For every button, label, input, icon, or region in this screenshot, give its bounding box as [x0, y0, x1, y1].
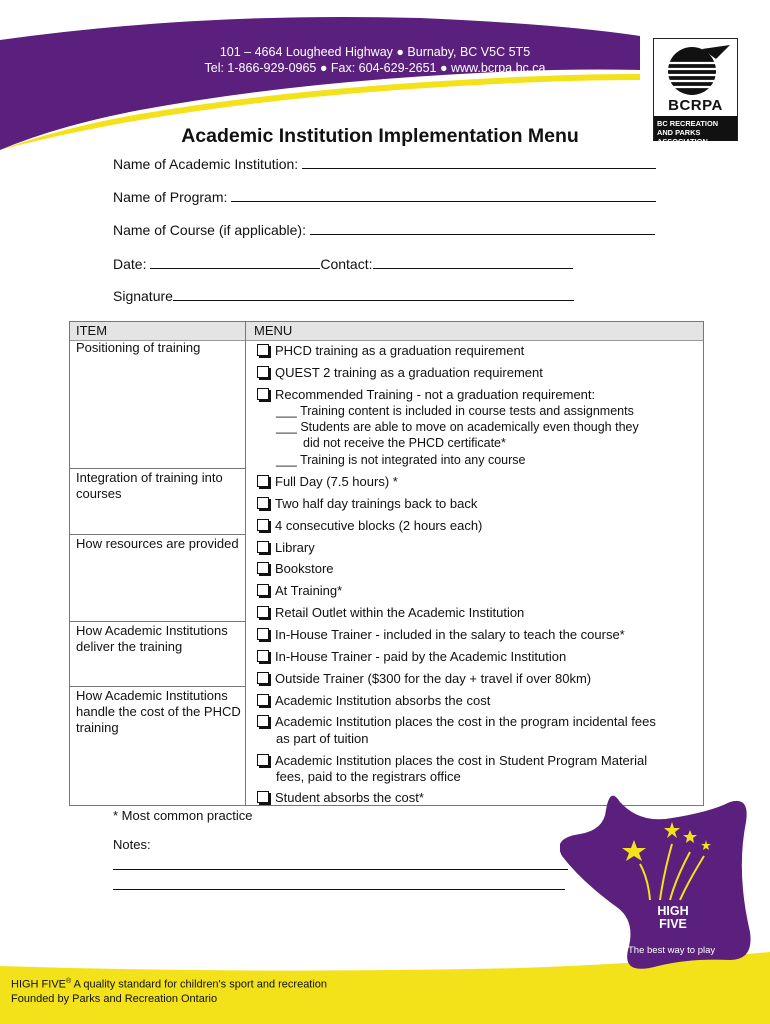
- footer-line2: Founded by Parks and Recreation Ontario: [11, 992, 218, 1005]
- option-institution-absorbs[interactable]: [257, 693, 490, 709]
- checkbox[interactable]: [257, 475, 269, 487]
- option-inhouse-paid[interactable]: [257, 649, 566, 665]
- item-cost: How Academic Institutions handle the cost of the PHCD training: [76, 688, 241, 735]
- checkbox[interactable]: [257, 754, 269, 766]
- column-header-item: ITEM: [76, 323, 108, 338]
- institution-input-line[interactable]: [302, 157, 656, 169]
- bcrpa-emblem-icon: [658, 43, 733, 97]
- option-label: Bookstore: [275, 561, 334, 576]
- table-header-row: [70, 322, 703, 341]
- contact-label: Contact:: [320, 256, 373, 272]
- checkbox[interactable]: [257, 584, 269, 596]
- option-label: Academic Institution places the cost in Student Program Material: [275, 753, 648, 768]
- column-divider: [245, 322, 246, 805]
- option-label: In-House Trainer - included in the salary to teach the course*: [275, 627, 625, 642]
- checkbox[interactable]: [257, 672, 269, 684]
- checkbox[interactable]: [257, 388, 269, 400]
- footer-brand: HIGH FIVE: [11, 978, 67, 991]
- checkbox[interactable]: [257, 344, 269, 356]
- checkbox[interactable]: [257, 791, 269, 803]
- option-label: Academic Institution absorbs the cost: [275, 693, 491, 708]
- option-retail-outlet[interactable]: [257, 605, 524, 621]
- signature-field: [113, 288, 574, 304]
- suboption-course-tests: ___ Training content is included in course tests and assignments: [276, 404, 634, 418]
- option-label: Recommended Training - not a graduation requirement:: [275, 387, 596, 402]
- checkbox[interactable]: [257, 497, 269, 509]
- option-label: Academic Institution places the cost in the program incidental fees: [275, 714, 656, 729]
- footnote: * Most common practice: [113, 808, 253, 823]
- item-resources: How resources are provided: [76, 536, 239, 551]
- institution-field: [113, 156, 656, 172]
- page-title: Academic Institution Implementation Menu: [181, 125, 579, 147]
- option-label: In-House Trainer - paid by the Academic Institution: [275, 649, 567, 664]
- option-four-blocks[interactable]: [257, 518, 482, 534]
- high-five-logo-line2: FIVE: [659, 917, 687, 931]
- checkbox[interactable]: [257, 606, 269, 618]
- suboption-move-on: ___ Students are able to move on academically even though they: [276, 420, 639, 434]
- option-phcd-graduation[interactable]: [257, 343, 524, 359]
- row-divider: [70, 534, 245, 535]
- option-label: 4 consecutive blocks (2 hours each): [275, 518, 483, 533]
- item-positioning: Positioning of training: [76, 340, 201, 355]
- option-label: QUEST 2 training as a graduation requirement: [275, 365, 543, 380]
- notes-line[interactable]: [113, 869, 568, 870]
- notes-label: Notes:: [113, 837, 151, 852]
- option-full-day[interactable]: [257, 474, 398, 490]
- column-header-menu: MENU: [254, 323, 293, 338]
- high-five-tagline: The best way to play: [628, 945, 716, 956]
- option-label: Full Day (7.5 hours) *: [275, 474, 398, 489]
- course-field: [113, 222, 655, 238]
- item-integration: Integration of training into courses: [76, 470, 223, 501]
- option-label: PHCD training as a graduation requirement: [275, 343, 525, 358]
- high-five-logo: [648, 905, 698, 931]
- suboption-not-integrated: ___ Training is not integrated into any course: [276, 453, 526, 467]
- option-program-material-fees-cont: fees, paid to the registrars office: [276, 769, 461, 784]
- checkbox[interactable]: [257, 715, 269, 727]
- checkbox[interactable]: [257, 562, 269, 574]
- footer-line1: HIGH FIVE® A quality standard for children's sport and recreation: [11, 978, 328, 991]
- option-incidental-fees-cont: as part of tuition: [276, 731, 369, 746]
- course-input-line[interactable]: [310, 223, 655, 235]
- bcrpa-logo-text: BCRPA: [654, 97, 737, 115]
- date-label: Date:: [113, 256, 147, 272]
- bcrpa-logo-subtext: BC RECREATION AND PARKS ASSOCIATION: [654, 116, 737, 141]
- program-input-line[interactable]: [231, 190, 656, 202]
- item-delivery: How Academic Institutions deliver the training: [76, 623, 228, 654]
- date-input-line[interactable]: [150, 257, 320, 269]
- checkbox[interactable]: [257, 519, 269, 531]
- option-label: Library: [275, 540, 315, 555]
- option-at-training[interactable]: [257, 583, 342, 599]
- program-field: [113, 189, 656, 205]
- signature-input-line[interactable]: [173, 289, 574, 301]
- option-quest2-graduation[interactable]: [257, 365, 543, 381]
- checkbox[interactable]: [257, 694, 269, 706]
- header-address: 101 – 4664 Lougheed Highway ● Burnaby, BC V5C 5T5: [219, 45, 531, 59]
- option-label: Student absorbs the cost*: [275, 790, 424, 805]
- date-contact-field: [113, 256, 573, 272]
- option-incidental-fees[interactable]: [257, 714, 656, 730]
- option-label: Two half day trainings back to back: [275, 496, 478, 511]
- row-divider: [70, 621, 245, 622]
- header-phone-fax-web: Tel: 1-866-929-0965 ● Fax: 604-629-2651 ● www.bcrpa.bc.ca: [204, 61, 546, 75]
- contact-input-line[interactable]: [373, 257, 573, 269]
- row-divider: [70, 468, 245, 469]
- option-program-material-fees[interactable]: [257, 753, 647, 769]
- institution-label: Name of Academic Institution:: [113, 156, 299, 172]
- option-label: Outside Trainer ($300 for the day + travel if over 80km): [275, 671, 592, 686]
- option-recommended-training[interactable]: [257, 387, 595, 403]
- checkbox[interactable]: [257, 366, 269, 378]
- option-bookstore[interactable]: [257, 561, 334, 577]
- option-outside-trainer[interactable]: [257, 671, 591, 687]
- notes-line[interactable]: [113, 889, 565, 890]
- footer-tagline: A quality standard for children's sport and recreation: [71, 978, 328, 991]
- signature-label: Signature: [113, 288, 173, 304]
- row-divider: [70, 686, 245, 687]
- high-five-logo-line1: HIGH: [657, 904, 689, 918]
- footer-text: [11, 975, 327, 1006]
- checkbox[interactable]: [257, 541, 269, 553]
- checkbox[interactable]: [257, 628, 269, 640]
- option-two-half-days[interactable]: [257, 496, 477, 512]
- suboption-move-on-cont: did not receive the PHCD certificate*: [303, 436, 506, 450]
- option-library[interactable]: [257, 540, 315, 556]
- option-label: Retail Outlet within the Academic Institution: [275, 605, 525, 620]
- option-inhouse-salary[interactable]: [257, 627, 625, 643]
- option-student-absorbs[interactable]: [257, 790, 424, 806]
- checkbox[interactable]: [257, 650, 269, 662]
- option-label: At Training*: [275, 583, 343, 598]
- program-label: Name of Program:: [113, 189, 228, 205]
- course-label: Name of Course (if applicable):: [113, 222, 306, 238]
